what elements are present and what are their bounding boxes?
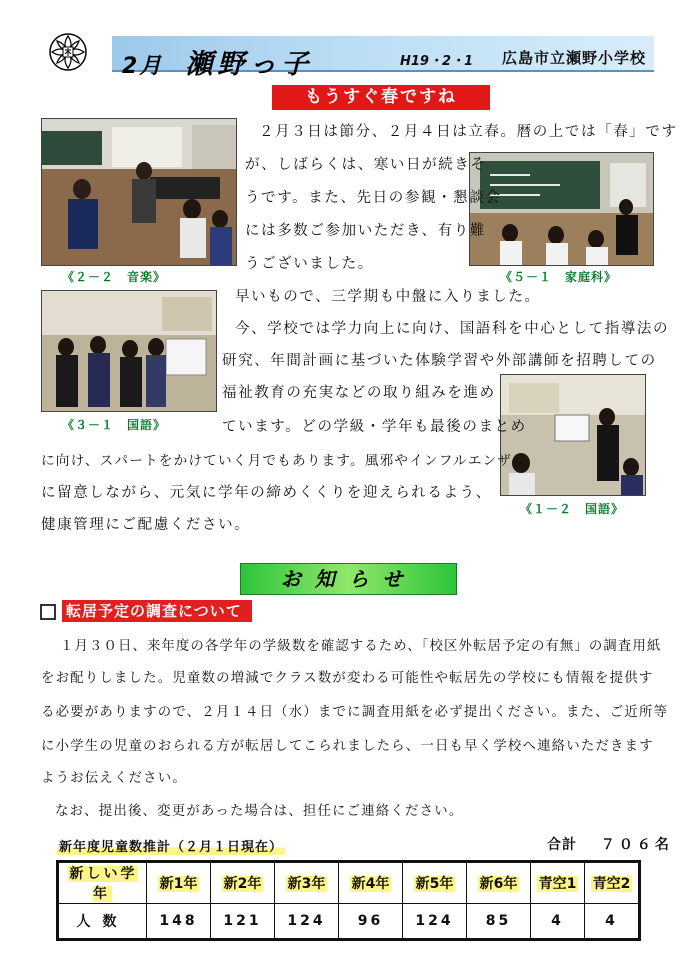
issue-date: H19・2・1 bbox=[400, 54, 474, 69]
article-line: ています。どの学級・学年も最後のまとめ bbox=[222, 419, 527, 435]
notice-line: １月３０日、来年度の各学年の学級数を確認するため、「校区外転居予定の有無」の調査用紙 bbox=[60, 639, 662, 654]
table-header-cell: 青空2 bbox=[585, 862, 640, 904]
table-header-cell: 新1年 bbox=[147, 862, 211, 904]
notice-line: をお配りしました。児童数の増減でクラス数が変わる可能性や転居先の学校にも情報を提供す bbox=[41, 671, 654, 686]
school-name: 広島市立瀬野小学校 bbox=[502, 49, 647, 67]
caption-home-economics-class: 《５－１ 家庭科》 bbox=[500, 270, 618, 284]
title-label: 瀬野っ子 bbox=[185, 49, 314, 80]
caption-japanese-class-3-1: 《３－１ 国語》 bbox=[62, 418, 167, 432]
stats-title: 新年度児童数推計（２月１日現在） bbox=[59, 840, 284, 855]
section-bullet-icon bbox=[40, 604, 56, 620]
article-line: うございました。 bbox=[245, 256, 374, 272]
caption-music-class: 《２－２ 音楽》 bbox=[62, 270, 167, 284]
article-line: には多数ご参加いただき、有り難 bbox=[245, 223, 486, 239]
notice-banner: お知らせ bbox=[240, 563, 457, 595]
table-cell: 4 bbox=[585, 904, 640, 940]
article-line: ２月３日は節分、２月４日は立春。暦の上では「春」です bbox=[259, 124, 678, 140]
article-line: 今、学校では学力向上に向け、国語科を中心として指導法の bbox=[235, 321, 670, 337]
table-cell: 85 bbox=[467, 904, 531, 940]
article-line: に向け、スパートをかけていく月でもあります。風邪やインフルエンザ bbox=[41, 453, 513, 469]
photo-music-class bbox=[41, 118, 237, 266]
table-row-label: 人数 bbox=[58, 904, 147, 940]
table-header-row bbox=[58, 862, 640, 904]
table-header-cell: 新2年 bbox=[211, 862, 275, 904]
stats-total bbox=[547, 834, 673, 854]
notice-line: なお、提出後、変更があった場合は、担任にご連絡ください。 bbox=[55, 804, 464, 819]
table-header-cell: 新3年 bbox=[275, 862, 339, 904]
table-header-cell: 新4年 bbox=[339, 862, 403, 904]
newsletter-title bbox=[122, 42, 313, 81]
article-line: が、しばらくは、寒い日が続きそ bbox=[245, 157, 487, 173]
article-line: 健康管理にご配慮ください。 bbox=[41, 517, 251, 533]
article-line: に留意しながら、元気に学年の締めくくりを迎えられるよう、 bbox=[41, 485, 492, 501]
article-line: 福祉教育の充実などの取り組みを進め bbox=[222, 385, 496, 401]
school-emblem-icon bbox=[48, 32, 88, 72]
table-cell: 96 bbox=[339, 904, 403, 940]
total-value: ７０６名 bbox=[600, 837, 673, 853]
table-cell: 124 bbox=[403, 904, 467, 940]
article-line: 早いもので、三学期も中盤に入りました。 bbox=[235, 289, 541, 305]
table-cell: 124 bbox=[275, 904, 339, 940]
table-cell: 121 bbox=[211, 904, 275, 940]
table-row bbox=[58, 904, 640, 940]
table-header-cell: 新5年 bbox=[403, 862, 467, 904]
month-label: 2月 bbox=[122, 54, 164, 79]
total-label: 合計 bbox=[547, 837, 577, 853]
notice-line: ようお伝えください。 bbox=[41, 771, 187, 786]
notice-line: に小学生の児童のおられる方が転居してこられましたら、一日も早く学校へ連絡いただきます bbox=[41, 739, 654, 754]
article-line: 研究、年間計画に基づいた体験学習や外部講師を招聘しての bbox=[222, 353, 657, 369]
table-header-cell: 新6年 bbox=[467, 862, 531, 904]
section-heading: 転居予定の調査について bbox=[62, 600, 252, 622]
article-line: うです。また、先日の参観・懇談会 bbox=[245, 190, 502, 206]
photo-home-economics-class bbox=[469, 152, 654, 266]
table-cell: 148 bbox=[147, 904, 211, 940]
table-header-cell: 新しい学年 bbox=[58, 862, 147, 904]
caption-japanese-class-1-2: 《１－２ 国語》 bbox=[520, 502, 625, 516]
table-header-cell: 青空1 bbox=[531, 862, 585, 904]
spring-banner: もうすぐ春ですね bbox=[272, 85, 490, 110]
notice-line: る必要がありますので、２月１４日（水）までに調査用紙を必ず提出ください。また、ご近所等 bbox=[41, 705, 669, 720]
photo-japanese-class-3-1 bbox=[41, 290, 217, 412]
table-cell: 4 bbox=[531, 904, 585, 940]
enrollment-table bbox=[56, 860, 641, 941]
